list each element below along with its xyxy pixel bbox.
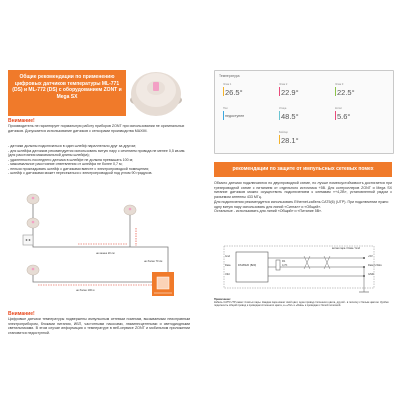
tile-label: Бойлер (279, 131, 288, 134)
paragraph: Обычно датчики подключаются по двухпроводной схеме, но лучше помехоустойчивость достигается при трехпроводной схеме с питанием от отдельного источника +5В. Для контроллеров ZONT и Mega SX питание датчиков можно осуществить подключением к клеммам «+4,2В», установленной рядом с разъемом антенны 433 МГц. (214, 181, 392, 199)
warning-heading: Внимание! (8, 118, 35, 124)
twist-label: витая пара / Data / Gnd (332, 247, 360, 250)
bullet-item: - максимальное расстояние ответвления от шлейфа не более 0,7 м; (8, 162, 123, 166)
sensor-probe-icon (124, 205, 136, 215)
tile-label: Этаж 1 (223, 83, 232, 86)
tile-color-bar (279, 87, 280, 96)
controller-box-icon (152, 272, 174, 296)
resistor-label: R1 (282, 260, 286, 263)
tile-color-bar (223, 87, 224, 96)
sensor-probe-icon (27, 194, 39, 204)
temperature-tile[interactable] (223, 83, 265, 99)
bullet-item: - датчики должны подключаться в один шлейф параллельно друг за другом; (8, 144, 136, 148)
sensor-probe-icon (27, 265, 39, 275)
tile-label: Этаж 2 (279, 83, 288, 86)
warning-text: Цифровые датчики температуры подвержены импульсным сетевым помехам, вызываемым неисправным электроприбором, блоками питания, ИБП, частотными насосами, люминесцентными и светодиодными светильниками. В этом случае информация о температуре в веб-сервисе ZONT и мобильном приложении становится недоступной. (8, 317, 190, 335)
bullet-item: - для шлейфа датчиков рекомендуется использовать витую пару с сечением провода не менее 0,5 кв.мм. (для расстояния максимальной длины шлейфа); (8, 148, 186, 157)
tile-label: Котёл (335, 107, 343, 110)
temperature-tile[interactable] (279, 131, 321, 147)
right-title: рекомендации по защите от импульсных сетевых помех (214, 162, 392, 177)
tile-label: Этаж 3 (335, 83, 344, 86)
power-socket-icon (23, 235, 33, 245)
tile-value: 22.5° (337, 88, 355, 97)
schematic-diagram (214, 236, 392, 296)
warning-block-2 (8, 311, 190, 335)
tile-label: Пол (223, 107, 228, 110)
pin-gnd: Gnd (225, 255, 230, 258)
label-vcc: +5V (368, 255, 373, 258)
widget-title: Температура (219, 74, 240, 78)
notes-text: Кабель CAT5 UTP имеет 4 витых пары. Каждая пара имеет свой цвет, один провод сплошного цвета, другой - в полоску с белым цветом. Удобно подключить общий провод к проводам сплошного цвета, а «+5V» и «Data» к проводам с белой полоской. (214, 301, 389, 308)
tile-value: 28.1° (281, 136, 299, 145)
warning-heading: Внимание! (8, 311, 35, 317)
tile-label: Улица (279, 107, 287, 110)
distance-label-70: не более 70 см (144, 260, 163, 263)
tile-color-bar (223, 111, 224, 120)
right-paragraphs (214, 181, 392, 214)
tile-value: 22.9° (281, 88, 299, 97)
tile-color-bar (335, 111, 336, 120)
resistor-value: 4,7K (282, 264, 288, 267)
tile-value: 5.6° (337, 112, 351, 121)
tile-value: недоступен (225, 114, 245, 118)
temperature-tile[interactable] (279, 83, 321, 99)
pin-data: Data (225, 264, 231, 267)
paragraph: Для подключения рекомендуется использовать Ethernet-кабель CAT5(6) (UTP). При подключении нужно одну витую пару использовать для линий «Сигнал» и «Общий». (214, 200, 389, 209)
chip-label: DS18S20 (B20) (238, 264, 257, 267)
left-title: Общие рекомендации по применению цифровых датчиков температуры ML-771 (DS) и ML-772 (DS) с оборудованием ZONT и Mega SX (8, 70, 126, 116)
sensor-photo (126, 66, 186, 122)
label-data: Data 1-Wire (368, 264, 382, 267)
tile-value: 26.5° (225, 88, 243, 97)
tile-color-bar (279, 135, 280, 144)
bullet-list (8, 144, 190, 176)
distance-label-100: не более 100 м (76, 289, 95, 292)
pin-vdd: Vdd (225, 273, 230, 276)
notes-title: Примечание: (214, 298, 231, 301)
temperature-tile[interactable] (223, 107, 265, 123)
temperature-tile[interactable] (335, 107, 377, 123)
tile-color-bar (335, 87, 336, 96)
temperature-tile[interactable] (335, 83, 377, 99)
tile-value: 48.5° (281, 112, 299, 121)
notes-block (214, 298, 392, 308)
warning-block-1 (8, 118, 190, 133)
temperature-tile[interactable] (279, 107, 321, 123)
paragraph: Остальные - использовать для линий «Общий» и «Питание 5В». (214, 209, 323, 213)
warning-text: Производитель не гарантирует нормальную работу приборов ZONT при использовании не оригинальных датчиков. Допускается использование датчиков с сенсорами производства MAXIM. (8, 124, 185, 133)
bullet-item: - нельзя прокладывать шлейф с датчиками вместе с электропроводкой помещения; (8, 166, 150, 171)
distance-label-20: не менее 20 см (96, 252, 115, 255)
bullet-item: - шлейф с датчиками может пересекаться с электропроводкой под углом 90 градусов. (8, 171, 153, 175)
sensor-probe-icon (27, 218, 39, 228)
tile-color-bar (279, 111, 280, 120)
bullet-item: - удаленность последнего датчика в шлейфе не должна превышать 100 м; (8, 157, 134, 162)
temperature-widget (214, 70, 394, 154)
wiring-diagram (8, 190, 190, 310)
label-gnd: GND (368, 273, 374, 276)
